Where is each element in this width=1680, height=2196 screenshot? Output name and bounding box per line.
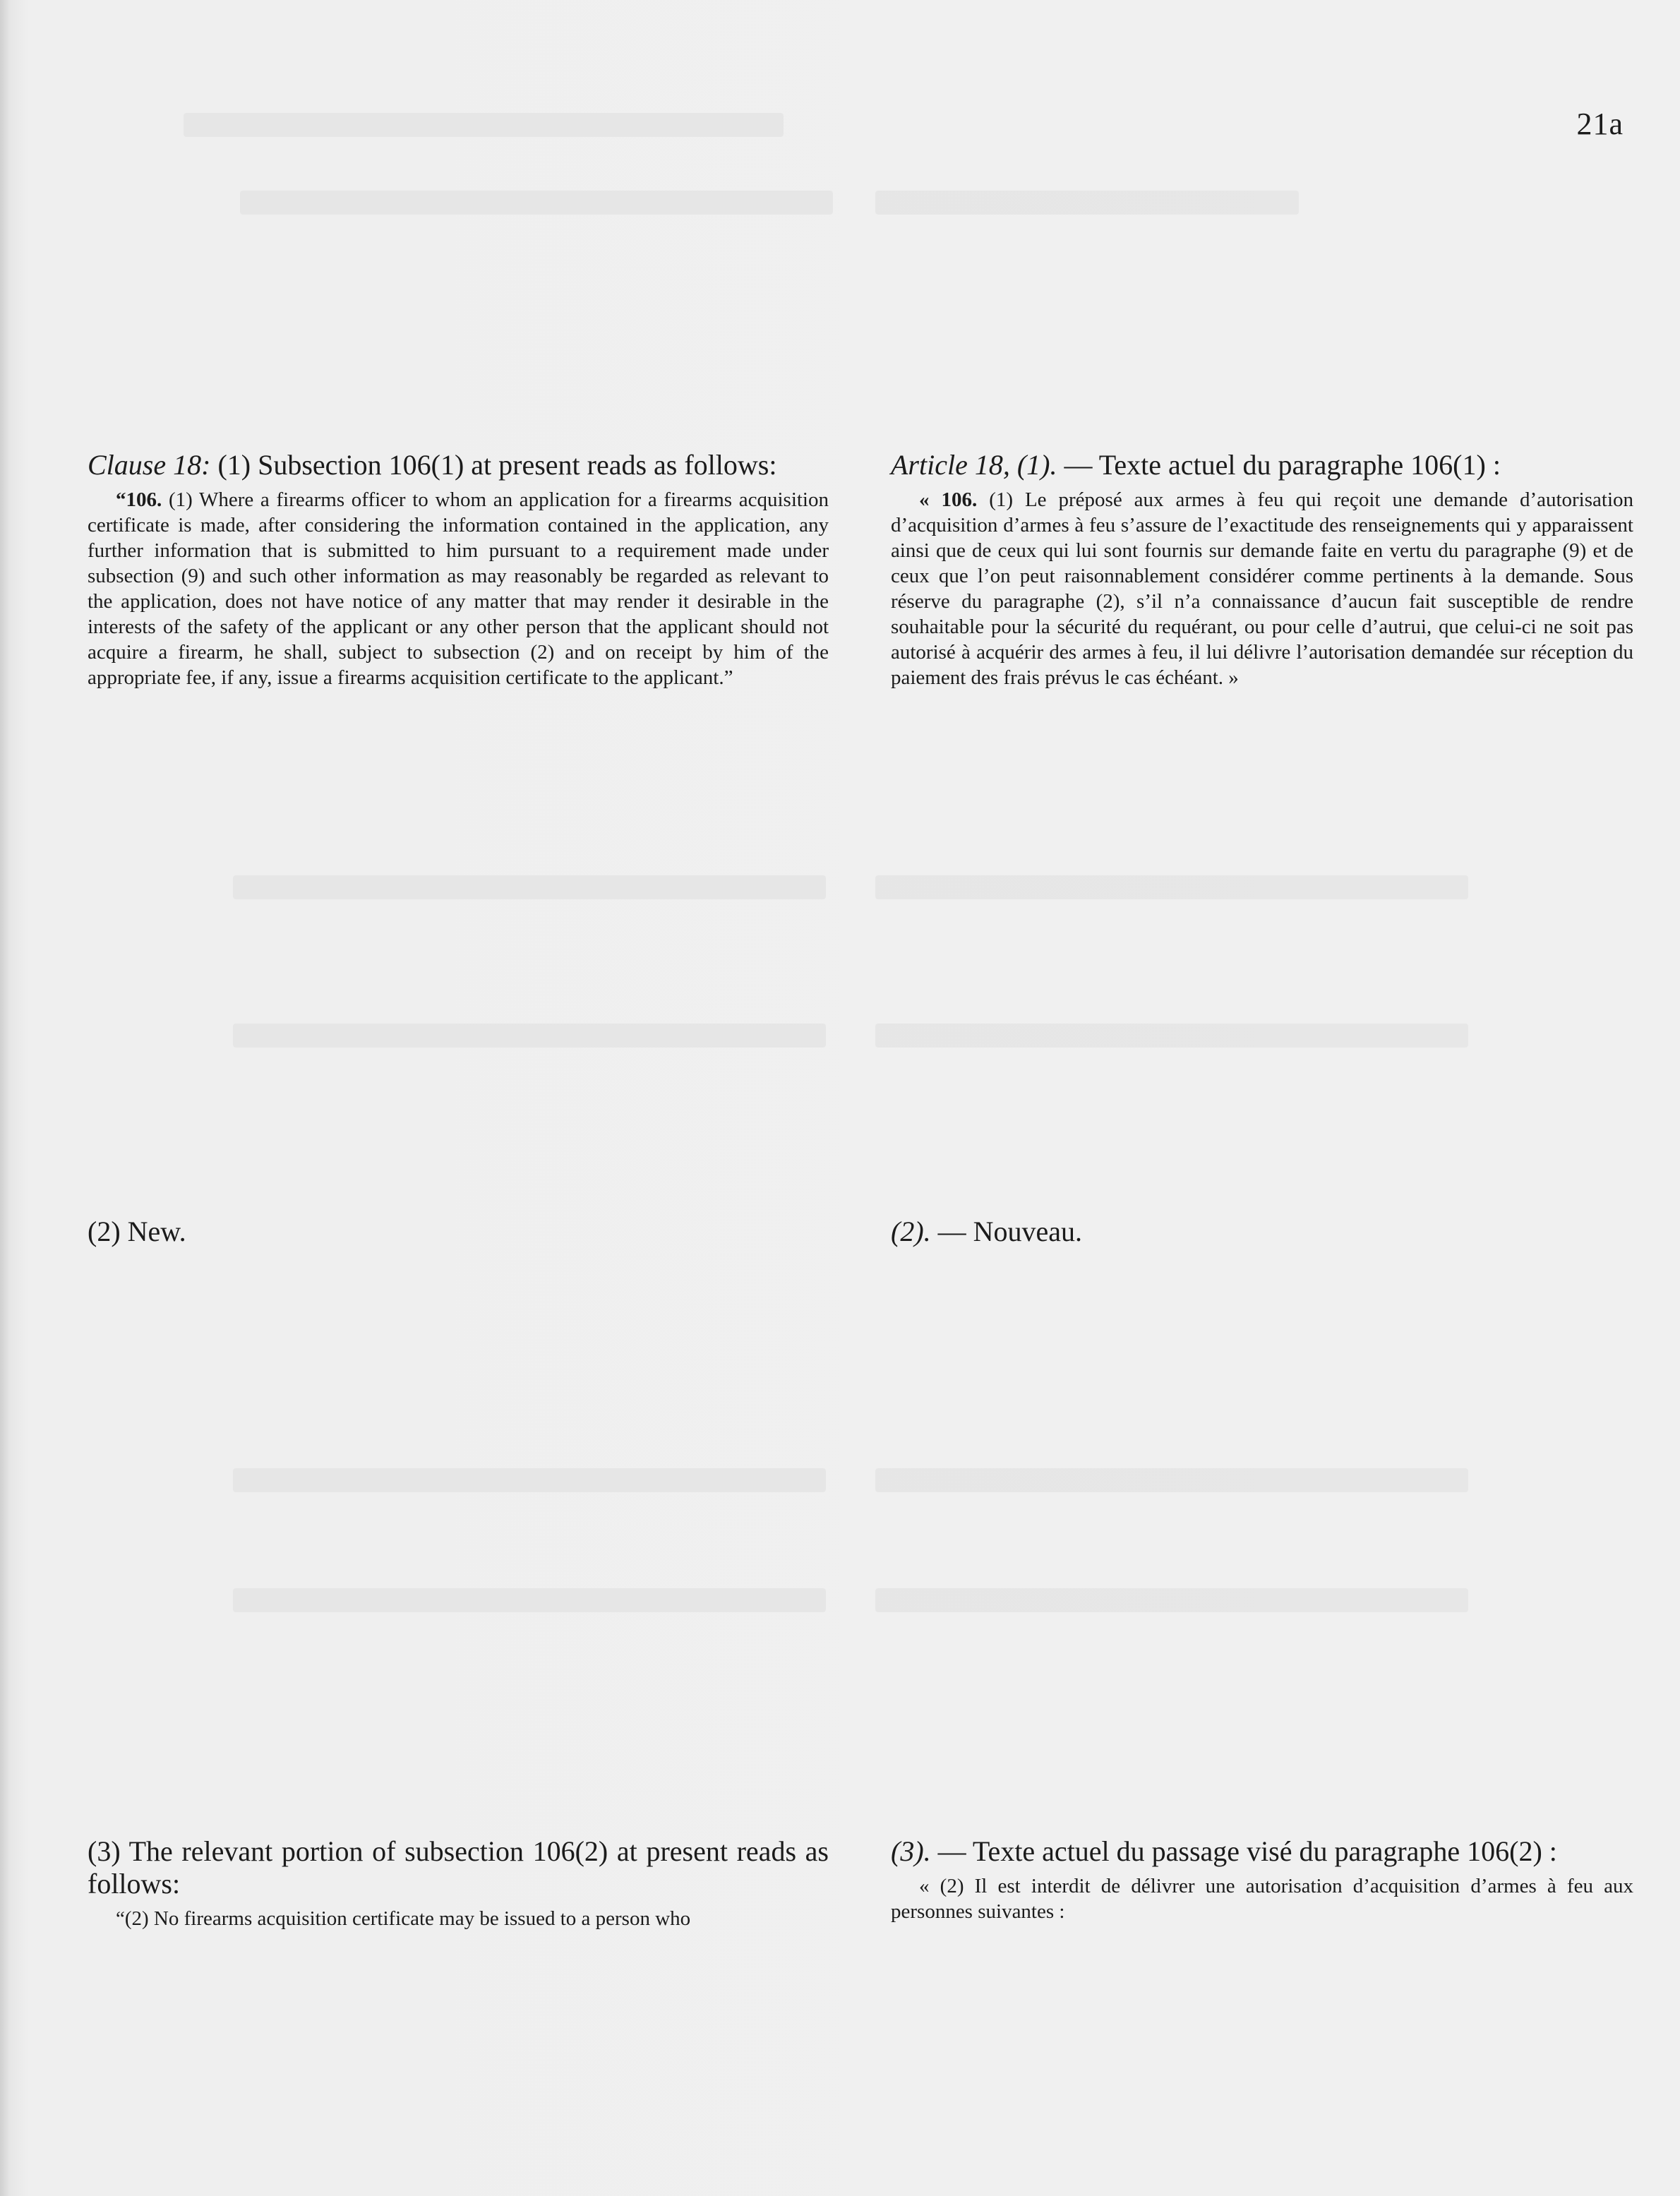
quote-text: « (2) Il est interdit de délivrer une autorisation d’acquisition d’armes à feu aux personnes suivantes :: [891, 1875, 1633, 1923]
article-18-2-block: [891, 1216, 1385, 1248]
quote-text: (1) Where a firearms officer to whom an application for a firearms acquisition certificate is made, after considering the information contained in the application, any further information that is submitted to him pursuant to a requirement made under subsection (9) and such other information as may reasonably be regarded as relevant to the application, does not have notice of any matter that may render it desirable in the interests of the safety of the applicant or any other person that the applicant should not acquire a firearm, he shall, subject to subsection (2) and on receipt by him of the appropriate fee, if any, issue a firearms acquisition certificate to the applicant.”: [88, 488, 829, 689]
bleed-through-line: [233, 1024, 826, 1048]
clause-label: Clause 18:: [88, 449, 211, 481]
clause-18-3-block: [88, 1835, 829, 1931]
clause-18-3-quote: [88, 1906, 829, 1931]
quote-section-number: “106.: [116, 488, 162, 511]
clause-18-1-heading: [88, 449, 829, 481]
bleed-through-line: [875, 1588, 1468, 1612]
bleed-through-line: [875, 1468, 1468, 1492]
bleed-through-line: [875, 191, 1299, 215]
clause-18-3-heading: (3) The relevant portion of subsection 106(2) at present reads as follows:: [88, 1835, 829, 1900]
article-3-label: (3).: [891, 1835, 931, 1867]
article-18-1-quote: [891, 487, 1633, 690]
clause-18-2-block: [88, 1216, 511, 1248]
bleed-through-line: [233, 1588, 826, 1612]
bleed-through-line: [875, 875, 1468, 899]
article-18-1-block: [891, 449, 1633, 690]
bleed-through-line: [184, 113, 784, 137]
bleed-through-line: [233, 875, 826, 899]
clause-18-1-block: [88, 449, 829, 690]
article-18-2-heading: [891, 1216, 1385, 1248]
article-2-label: (2).: [891, 1216, 931, 1247]
bleed-through-line: [875, 1024, 1468, 1048]
bleed-through-line: [233, 1468, 826, 1492]
clause-18-2-heading: (2) New.: [88, 1216, 186, 1247]
quote-text: (1) Le préposé aux armes à feu qui reçoit une demande d’autorisation d’acquisition d’armes à feu s’assure de l’exactitude des renseignements qui y apparaissent ainsi que de ceux qui lui sont fournis sur demande faite en vertu du paragraphe (9) et de ceux que l’on peut raisonnablement considérer comme pertinents à la demande. Sous réserve du paragraphe (2), s’il n’a connaissance d’aucun fait susceptible de rendre souhaitable pour la sécurité du requérant, ou pour celle d’autrui, que celui-ci ne soit pas autorisé à acquérir des armes à feu, il lui délivre l’autorisation demandée sur réception du paiement des frais prévus le cas échéant. »: [891, 488, 1634, 689]
article-18-3-heading: [891, 1835, 1633, 1868]
article-heading-text: — Texte actuel du paragraphe 106(1) :: [1057, 449, 1501, 481]
quote-text: “(2) No firearms acquisition certificate may be issued to a person who: [116, 1907, 691, 1930]
page-number: 21a: [1576, 107, 1624, 141]
article-2-heading-text: — Nouveau.: [930, 1216, 1083, 1247]
article-label: Article 18, (1).: [891, 449, 1057, 481]
clause-18-1-quote: [88, 487, 829, 690]
article-18-3-block: [891, 1835, 1633, 1924]
bleed-through-line: [240, 191, 833, 215]
clause-heading-text: (1) Subsection 106(1) at present reads as follows:: [217, 449, 777, 481]
article-18-1-heading: [891, 449, 1633, 481]
article-3-heading-text: — Texte actuel du passage visé du paragraphe 106(2) :: [930, 1835, 1557, 1867]
quote-section-number: « 106.: [919, 488, 978, 511]
article-18-3-quote: [891, 1873, 1633, 1924]
